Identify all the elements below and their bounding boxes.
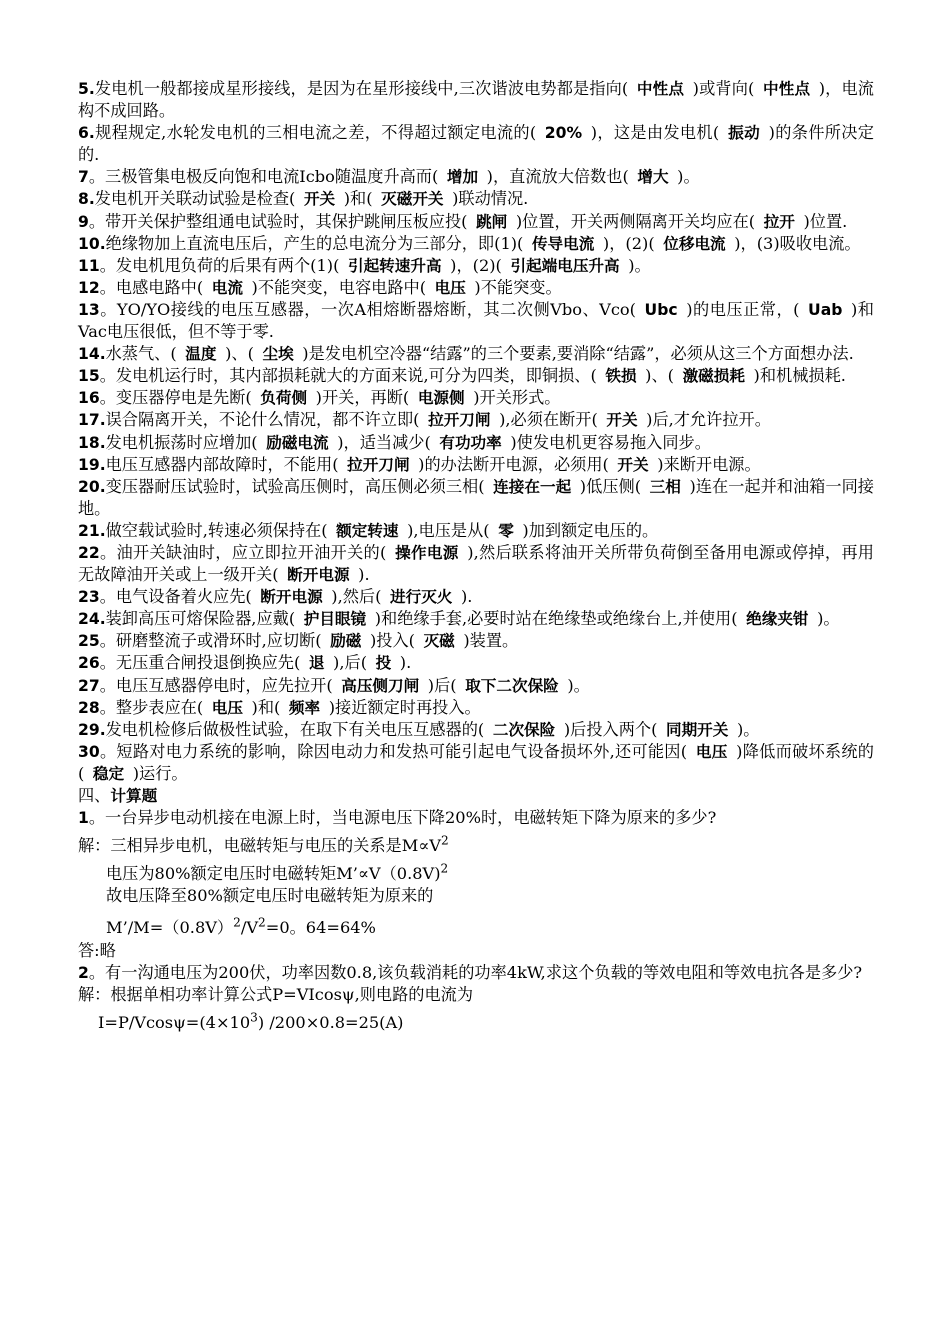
- question-text: )开关，再断(: [315, 388, 410, 408]
- answer-blank: 绝缘夹钳: [746, 610, 809, 629]
- question-item: [78, 387, 874, 409]
- answer-blank: 断开电源: [260, 588, 323, 607]
- answer-blank: 连接在一起: [493, 477, 572, 496]
- question-text: 绝缘物加上直流电压后，产生的总电流分为三部分，即(1)(: [105, 233, 524, 253]
- question-item: [78, 608, 874, 630]
- question-text: ).: [358, 565, 370, 585]
- question-item: [78, 675, 874, 697]
- question-text: ),然后联系将油开关所带负荷倒至备用电源或停掉，再用无故障油开关或上一级开关(: [78, 542, 874, 585]
- question-text: )位置，开关两侧隔离开关均应在(: [515, 211, 756, 231]
- question-item: [78, 166, 874, 188]
- question-item: [78, 586, 874, 608]
- formula-text: ) /200×0.8=25(A): [257, 1012, 404, 1032]
- question-text: 。发电机甩负荷的后果有两个(1)(: [99, 255, 340, 275]
- question-number: 5.: [78, 80, 95, 98]
- question-text: 规程规定,水轮发电机的三相电流之差，不得超过额定电流的(: [94, 123, 537, 143]
- question-text: 变压器耐压试验时，试验高压侧时，高压侧必须三相(: [105, 476, 485, 496]
- question-text: )和(: [343, 189, 373, 209]
- question-text: )和机械损耗.: [753, 366, 846, 386]
- formula-text: =0。64=64%: [265, 918, 376, 938]
- answer-blank: 位移电流: [663, 234, 726, 253]
- answer-blank: 操作电源: [394, 543, 459, 562]
- question-item: [78, 277, 874, 299]
- question-item: [78, 520, 874, 542]
- solution-text: 故电压降至80%额定电压时电磁转矩为原来的: [106, 886, 434, 906]
- question-text: ).: [399, 653, 412, 673]
- question-text: )运行。: [132, 763, 188, 783]
- answer-blank: 三相: [649, 477, 681, 496]
- question-text: 。有一沟通电压为200伏，功率因数0.8,该负载消耗的功率4kW,求这个负载的等效电阻和等效电抗各是多少?: [88, 962, 863, 982]
- question-item: [78, 741, 874, 785]
- question-number: 9: [78, 212, 89, 231]
- answer-blank: 拉开: [763, 212, 795, 231]
- answer-blank: 二次保险: [492, 720, 556, 739]
- answer-blank: Uab: [808, 300, 843, 319]
- question-text: 发电机一般都接成星形接线，是因为在星形接线中,三次谐波电势都是指向(: [94, 79, 629, 98]
- question-text: )是发电机空冷器“结露”的三个要素,要消除“结露”，必须从这三个方面想办法.: [302, 344, 854, 364]
- question-number: 1: [78, 809, 89, 828]
- exponent: 2: [258, 915, 266, 930]
- question-number: 13: [78, 300, 100, 319]
- question-text: ),必须在断开(: [499, 410, 598, 430]
- question-number: 25: [78, 632, 100, 651]
- answer-blank: 高压侧刀闸: [341, 676, 420, 695]
- answer-blank: 励磁电流: [266, 433, 329, 452]
- question-number: 30: [78, 742, 100, 761]
- question-number: 23: [78, 588, 100, 607]
- question-text: )或背向(: [692, 79, 755, 98]
- question-text: 。无压重合闸投退倒换应先(: [99, 653, 301, 673]
- question-item: [78, 365, 874, 387]
- answer-blank: 零: [498, 521, 514, 540]
- answer-blank: 拉开刀闸: [428, 411, 491, 430]
- question-text: )。: [736, 719, 760, 739]
- question-text: 。带开关保护整组通电试验时，其保护跳闸压板应投(: [88, 211, 468, 231]
- exponent: 2: [233, 915, 241, 930]
- question-text: )。: [628, 255, 651, 275]
- answer-blank: 有功功率: [439, 433, 502, 452]
- question-number: 10.: [78, 234, 106, 253]
- question-text: 。电压互感器停电时，应先拉开(: [99, 675, 333, 695]
- answer-blank: 尘埃: [262, 345, 294, 364]
- question-item: [78, 343, 874, 365]
- question-number: 17.: [78, 411, 106, 430]
- question-text: ).: [460, 587, 473, 607]
- answer-blank: 传导电流: [531, 234, 595, 253]
- fill-in-questions: [78, 78, 874, 785]
- answer-blank: 开关: [606, 411, 638, 430]
- question-text: )接近额定时再投入。: [328, 697, 481, 717]
- answer-blank: 激磁损耗: [682, 367, 745, 386]
- question-text: )联动情况.: [452, 189, 529, 209]
- question-text: 。电感电路中(: [99, 277, 204, 297]
- question-text: )和(: [251, 697, 281, 717]
- question-text: )和Vac电压很低，但不等于零.: [78, 299, 874, 342]
- question-text: )的办法断开电源，必须用(: [418, 454, 609, 474]
- question-number: 20.: [78, 477, 106, 496]
- document-page: [78, 78, 874, 1034]
- question-text: )。: [567, 675, 590, 695]
- question-number: 19.: [78, 455, 106, 474]
- question-item: [78, 476, 874, 520]
- question-item: [78, 697, 874, 719]
- question-text: )降低而破坏系统的(: [78, 741, 874, 783]
- question-number: 11: [78, 256, 100, 275]
- question-text: )。: [817, 609, 840, 629]
- question-item: [78, 652, 874, 674]
- calculation-question-2: [78, 962, 874, 1034]
- answer-blank: 额定转速: [336, 521, 399, 540]
- question-item: [78, 719, 874, 741]
- question-text: 。一台异步电动机接在电源上时，当电源电压下降20%时，电磁转矩下降为原来的多少?: [88, 808, 717, 828]
- question-number: 8.: [78, 190, 95, 209]
- question-text: 电压互感器内部故障时，不能用(: [105, 454, 339, 474]
- question-text: )低压侧(: [579, 476, 642, 496]
- question-text: 。研磨整流子或滑环时,应切断(: [99, 631, 322, 651]
- question-text: 。三极管集电极反向饱和电流Icbo随温度升高而(: [88, 167, 439, 187]
- answer-blank: 电压: [434, 278, 466, 297]
- question-item: [78, 542, 874, 586]
- answer-blank: 增加: [446, 168, 479, 187]
- question-text: )连在一起并和油箱一同接地。: [78, 476, 874, 518]
- solution-text: 解：根据单相功率计算公式P=VIcosψ,则电路的电流为: [78, 984, 474, 1004]
- answer-blank: 投: [375, 654, 392, 673]
- question-text: )不能突变。: [474, 277, 562, 297]
- calculation-question-1: [78, 807, 874, 962]
- answer-blank: 拉开刀闸: [347, 455, 410, 474]
- question-text: )加到额定电压的。: [522, 520, 659, 540]
- question-number: 12: [78, 278, 100, 297]
- question-text: ),电压是从(: [407, 520, 490, 540]
- question-number: 6.: [78, 124, 95, 143]
- section-heading: [78, 785, 874, 807]
- question-text: )后投入两个(: [563, 719, 658, 739]
- question-text: )，(2)(: [602, 233, 655, 253]
- answer-blank: 温度: [185, 345, 217, 364]
- question-text: 。短路对电力系统的影响，除因电动力和发热可能引起电气设备损坏外,还可能因(: [99, 741, 688, 761]
- answer-blank: 引起转速升高: [347, 256, 442, 275]
- answer-blank: 铁损: [605, 367, 637, 386]
- answer-blank: 引起端电压升高: [510, 256, 620, 275]
- question-text: )。: [677, 167, 700, 187]
- question-text: ),后(: [333, 653, 368, 673]
- answer-blank: 灭磁: [423, 632, 455, 651]
- answer-blank: 取下二次保险: [465, 676, 559, 695]
- question-text: )，直流放大倍数也(: [486, 167, 629, 187]
- section-prefix: 四、: [78, 786, 111, 805]
- question-text: )，(3)吸收电流。: [734, 233, 861, 253]
- answer-text: 答:略: [78, 940, 116, 960]
- question-text: )装置。: [463, 631, 519, 651]
- question-text: 水蒸气、(: [105, 344, 177, 364]
- question-number: 16: [78, 389, 100, 408]
- answer-blank: Ubc: [644, 300, 678, 319]
- answer-blank: 频率: [288, 698, 321, 717]
- question-text: )，适当减少(: [337, 432, 431, 452]
- question-item: [78, 255, 874, 277]
- question-number: 21.: [78, 521, 106, 540]
- question-text: )和绝缘手套,必要时站在绝缘垫或绝缘台上,并使用(: [374, 609, 738, 629]
- question-text: )的条件所决定的.: [78, 123, 874, 165]
- question-text: )使发电机更容易拖入同步。: [510, 432, 711, 452]
- question-number: 14.: [78, 345, 106, 364]
- exponent: 2: [440, 833, 449, 848]
- answer-blank: 励磁: [330, 632, 362, 651]
- question-text: )位置.: [803, 211, 848, 231]
- formula-text: M’/M=（0.8V）: [106, 918, 234, 938]
- question-number: 29.: [78, 720, 106, 739]
- answer-blank: 护目眼镜: [303, 610, 367, 629]
- formula-text: /V: [240, 918, 259, 938]
- question-text: 。整步表应在(: [99, 697, 204, 717]
- question-item: [78, 211, 874, 233]
- answer-blank: 开关: [303, 190, 336, 209]
- answer-blank: 增大: [637, 168, 669, 187]
- question-text: 发电机检修后做极性试验，在取下有关电压互感器的(: [105, 719, 485, 739]
- solution-text: 解：三相异步电机，电磁转矩与电压的关系是M∝V: [78, 836, 441, 856]
- question-text: )来断开电源。: [657, 454, 761, 474]
- answer-blank: 断开电源: [287, 566, 350, 585]
- question-number: 28: [78, 698, 100, 717]
- question-text: )投入(: [369, 631, 415, 651]
- answer-blank: 退: [308, 654, 325, 673]
- answer-blank: 负荷侧: [260, 389, 308, 408]
- answer-blank: 20%: [544, 124, 583, 143]
- question-number: 18.: [78, 433, 106, 452]
- formula-text: I=P/Vcosψ=(4×10: [98, 1012, 251, 1032]
- answer-blank: 中性点: [636, 80, 685, 98]
- answer-blank: 开关: [617, 455, 649, 474]
- question-number: 24.: [78, 610, 106, 629]
- question-item: [78, 630, 874, 652]
- question-item: [78, 299, 874, 343]
- question-text: 装卸高压可熔保险器,应戴(: [105, 609, 296, 629]
- answer-blank: 电压: [695, 742, 728, 761]
- question-item: [78, 454, 874, 476]
- solution-text: 电压为80%额定电压时电磁转矩M’∝V（0.8V): [106, 864, 441, 884]
- question-text: )，这是由发电机(: [590, 123, 720, 143]
- question-text: 。YO/YO接线的电压互感器，一次A相熔断器熔断，其二次侧Vbo、Vco(: [99, 299, 636, 319]
- question-number: 26: [78, 654, 100, 673]
- question-text: )、(: [645, 366, 674, 386]
- question-text: 做空载试验时,转速必须保持在(: [105, 520, 328, 540]
- question-number: 22: [78, 543, 100, 562]
- question-number: 2: [78, 963, 89, 982]
- question-text: )后(: [427, 675, 457, 695]
- question-number: 7: [78, 168, 89, 187]
- question-text: )开关形式。: [473, 388, 561, 408]
- question-item: [78, 78, 874, 122]
- answer-blank: 同期开关: [665, 720, 729, 739]
- answer-blank: 电压: [211, 698, 243, 717]
- section-title: 计算题: [110, 787, 158, 805]
- question-text: )，(2)(: [450, 255, 502, 275]
- question-text: 。发电机运行时，其内部损耗就大的方面来说,可分为四类，即铜损、(: [99, 366, 597, 386]
- question-item: [78, 188, 874, 210]
- question-item: [78, 233, 874, 255]
- answer-blank: 稳定: [92, 764, 125, 783]
- question-number: 15: [78, 367, 100, 386]
- answer-blank: 电流: [211, 278, 243, 297]
- question-text: 发电机开关联动试验是检查(: [94, 189, 296, 209]
- exponent: 3: [250, 1010, 258, 1025]
- question-text: 。油开关缺油时，应立即拉开油开关的(: [99, 542, 387, 562]
- question-text: )的电压正常，(: [686, 299, 800, 319]
- question-text: 发电机振荡时应增加(: [105, 432, 258, 452]
- answer-blank: 中性点: [762, 80, 811, 98]
- answer-blank: 振动: [727, 124, 760, 143]
- answer-blank: 进行灭火: [390, 588, 453, 607]
- question-text: )、(: [225, 344, 254, 364]
- question-text: )，电流构不成回路。: [78, 79, 874, 121]
- question-item: [78, 122, 874, 166]
- question-text: )不能突变，电容电路中(: [251, 277, 427, 297]
- answer-blank: 跳闸: [476, 212, 508, 231]
- question-text: 。变压器停电是先断(: [99, 388, 252, 408]
- question-text: 。电气设备着火应先(: [99, 587, 252, 607]
- exponent: 2: [440, 861, 449, 876]
- question-number: 27: [78, 676, 100, 695]
- answer-blank: 灭磁开关: [381, 190, 444, 209]
- question-text: )后,才允许拉开。: [646, 410, 771, 430]
- question-item: [78, 409, 874, 431]
- question-text: ),然后(: [331, 587, 382, 607]
- answer-blank: 电源侧: [417, 389, 465, 408]
- question-item: [78, 432, 874, 454]
- question-text: 误合隔离开关，不论什么情况，都不许立即(: [105, 410, 420, 430]
